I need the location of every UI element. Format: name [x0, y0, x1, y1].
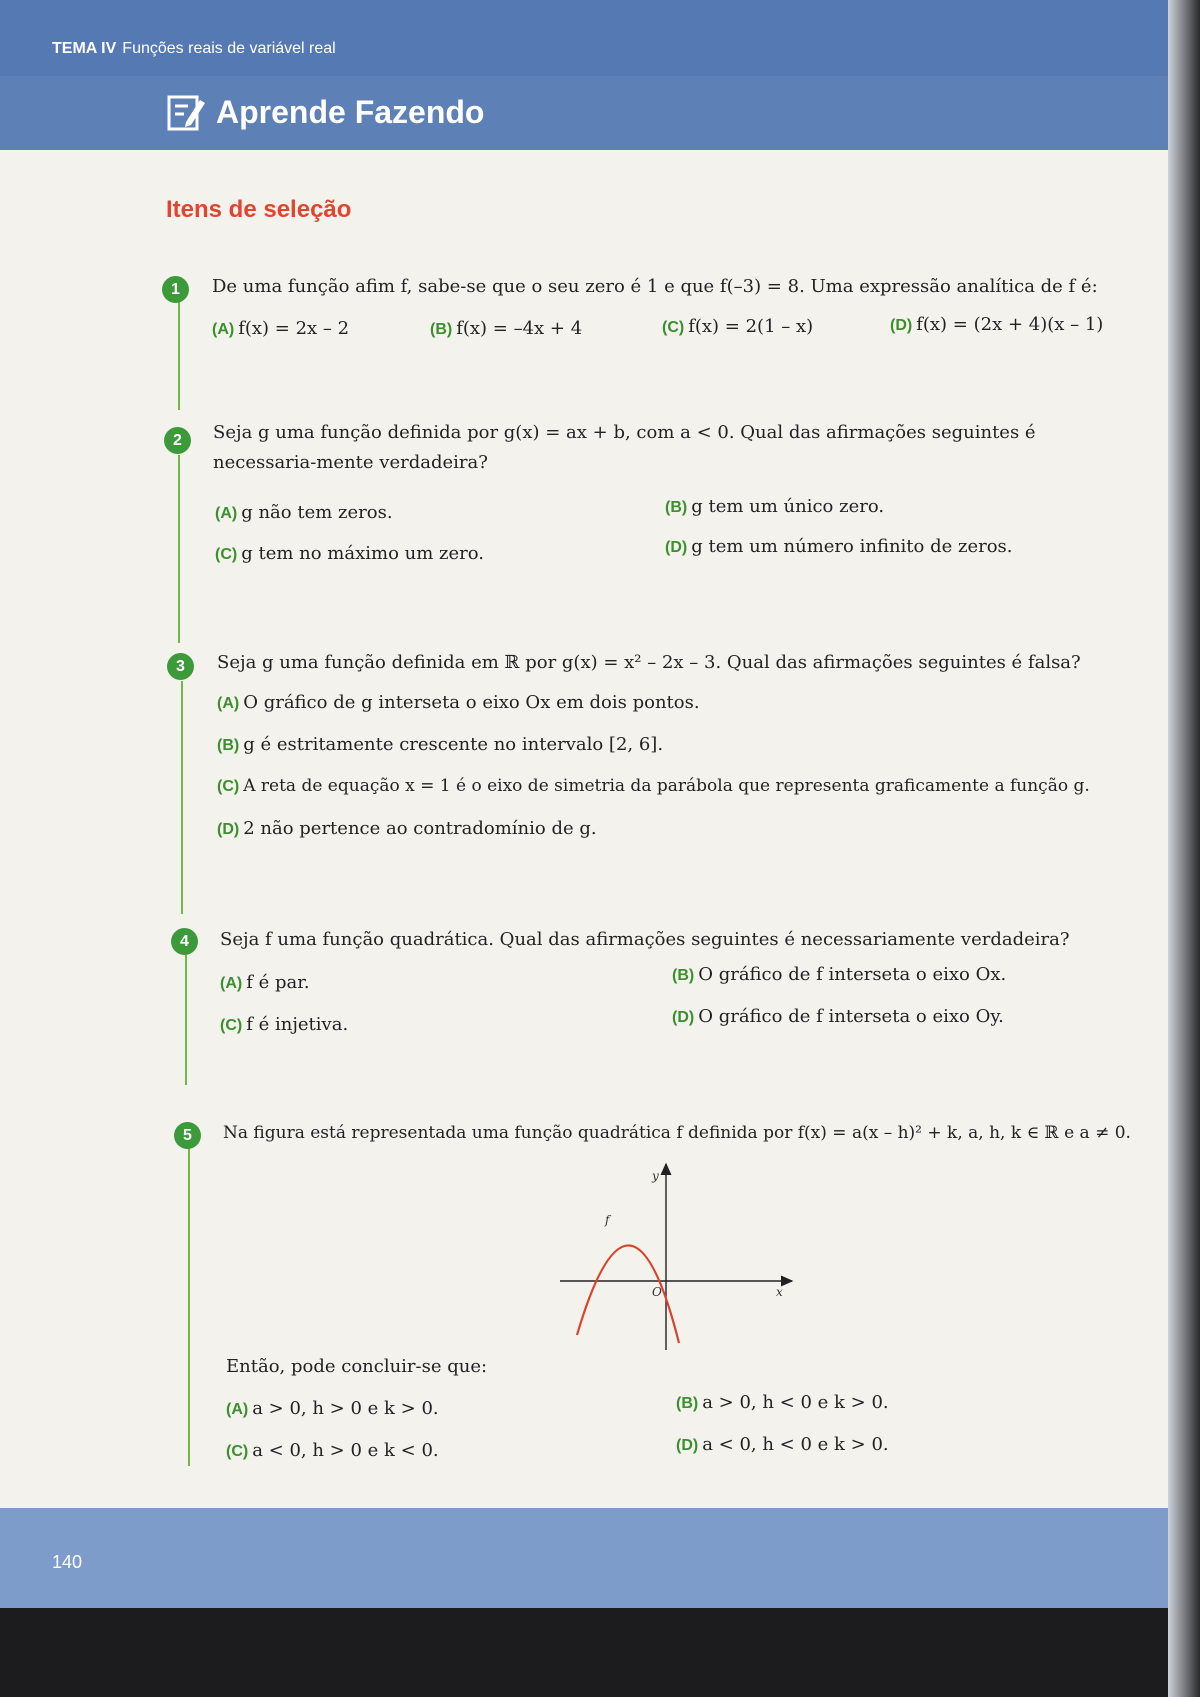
- option-text: O gráfico de f interseta o eixo Ox.: [698, 964, 1007, 985]
- option-d[interactable]: [890, 314, 1103, 335]
- option-label: (C): [220, 1017, 243, 1034]
- option-label: (A): [217, 695, 240, 712]
- option-text: a < 0, h < 0 e k > 0.: [702, 1434, 889, 1455]
- question-stem: Seja f uma função quadrática. Qual das afirmações seguintes é necessariamente verdadeira?: [220, 929, 1070, 950]
- timeline-q4: [185, 955, 187, 1085]
- option-label: (D): [890, 317, 913, 334]
- option-text: g tem um único zero.: [691, 496, 885, 517]
- option-text: g tem no máximo um zero.: [241, 543, 484, 564]
- option-text: f(x) = –4x + 4: [456, 318, 583, 339]
- tema-title: Funções reais de variável real: [122, 40, 336, 57]
- option-c[interactable]: [217, 776, 1090, 796]
- option-label: (C): [215, 546, 238, 563]
- question-stem: Na figura está representada uma função quadrática f definida por f(x) = a(x – h)² + k, a, h, k ∈ ℝ e a ≠ 0.: [223, 1123, 1131, 1143]
- option-text: f é par.: [246, 972, 310, 993]
- option-b[interactable]: [676, 1392, 889, 1413]
- option-label: (C): [226, 1443, 249, 1460]
- option-a[interactable]: [226, 1398, 439, 1419]
- y-axis-label: y: [652, 1169, 659, 1183]
- pencil-note-icon: [166, 92, 206, 132]
- option-label: (C): [217, 778, 240, 795]
- option-label: (D): [672, 1009, 695, 1026]
- option-b[interactable]: [217, 734, 663, 755]
- footer-band: [0, 1508, 1168, 1608]
- option-a[interactable]: [217, 692, 700, 713]
- option-label: (C): [662, 319, 685, 336]
- option-label: (A): [212, 321, 235, 338]
- option-text: a > 0, h > 0 e k > 0.: [252, 1398, 439, 1419]
- question-stem: Seja g uma função definida em ℝ por g(x) = x² – 2x – 3. Qual das afirmações seguintes é falsa?: [217, 652, 1081, 673]
- option-text: A reta de equação x = 1 é o eixo de simetria da parábola que representa graficamente a função g.: [243, 776, 1090, 796]
- parabola-curve: [577, 1245, 679, 1343]
- tema-heading: [52, 40, 336, 58]
- tema-label: TEMA IV: [52, 40, 117, 57]
- option-c[interactable]: [215, 543, 484, 564]
- question-number: 2: [164, 427, 191, 454]
- origin-label: O: [652, 1285, 662, 1299]
- option-label: (B): [676, 1395, 699, 1412]
- book-spine-shadow: [1168, 0, 1200, 1697]
- question-number: 4: [171, 928, 198, 955]
- option-text: g é estritamente crescente no intervalo [2, 6].: [243, 734, 664, 755]
- option-text: a < 0, h > 0 e k < 0.: [252, 1440, 439, 1461]
- section-title-text: Aprende Fazendo: [216, 93, 485, 130]
- question-conclusion: Então, pode concluir-se que:: [226, 1356, 488, 1377]
- timeline-q3: [181, 681, 183, 914]
- timeline-q2: [178, 455, 180, 643]
- option-text: g não tem zeros.: [241, 502, 393, 523]
- parabola-figure: [560, 1160, 800, 1350]
- option-label: (A): [215, 505, 238, 522]
- option-c[interactable]: [662, 316, 813, 337]
- option-c[interactable]: [226, 1440, 439, 1461]
- option-text: 2 não pertence ao contradomínio de g.: [243, 818, 597, 839]
- section-title: [166, 92, 484, 132]
- option-text: a > 0, h < 0 e k > 0.: [702, 1392, 889, 1413]
- option-text: O gráfico de g interseta o eixo Ox em dois pontos.: [243, 692, 700, 713]
- subsection-title: Itens de seleção: [166, 196, 352, 223]
- question-number: 3: [167, 653, 194, 680]
- option-text: g tem um número infinito de zeros.: [691, 536, 1013, 557]
- curve-label: f: [605, 1213, 610, 1227]
- page-number: 140: [52, 1552, 83, 1572]
- option-text: f(x) = (2x + 4)(x – 1): [916, 314, 1104, 335]
- option-d[interactable]: [665, 536, 1013, 557]
- option-d[interactable]: [217, 818, 597, 839]
- option-d[interactable]: [676, 1434, 889, 1455]
- option-label: (D): [217, 821, 240, 838]
- option-label: (A): [220, 975, 243, 992]
- option-label: (D): [676, 1437, 699, 1454]
- option-text: f é injetiva.: [246, 1014, 349, 1035]
- question-stem: De uma função afim f, sabe-se que o seu zero é 1 e que f(–3) = 8. Uma expressão analítica de f é:: [212, 276, 1098, 297]
- option-a[interactable]: [220, 972, 310, 993]
- option-label: (B): [430, 321, 453, 338]
- option-text: f(x) = 2(1 – x): [688, 316, 814, 337]
- question-stem: Seja g uma função definida por g(x) = ax + b, com a < 0. Qual das afirmações seguintes é necessaria-mente verdadeira?: [213, 422, 1036, 473]
- option-label: (B): [672, 967, 695, 984]
- option-label: (D): [665, 539, 688, 556]
- option-text: O gráfico de f interseta o eixo Oy.: [698, 1006, 1004, 1027]
- option-c[interactable]: [220, 1014, 348, 1035]
- option-a[interactable]: [212, 318, 349, 339]
- option-d[interactable]: [672, 1006, 1004, 1027]
- option-text: f(x) = 2x – 2: [238, 318, 350, 339]
- header-topline: [0, 0, 1168, 76]
- header-band: [0, 0, 1168, 150]
- option-a[interactable]: [215, 502, 393, 523]
- timeline-q1: [178, 302, 180, 410]
- option-b[interactable]: [665, 496, 884, 517]
- option-b[interactable]: [430, 318, 582, 339]
- option-label: (B): [665, 499, 688, 516]
- x-axis-label: x: [776, 1285, 783, 1299]
- option-label: (A): [226, 1401, 249, 1418]
- timeline-q5: [188, 1148, 190, 1466]
- option-b[interactable]: [672, 964, 1006, 985]
- question-number: 1: [162, 276, 189, 303]
- option-label: (B): [217, 737, 240, 754]
- question-number: 5: [174, 1122, 201, 1149]
